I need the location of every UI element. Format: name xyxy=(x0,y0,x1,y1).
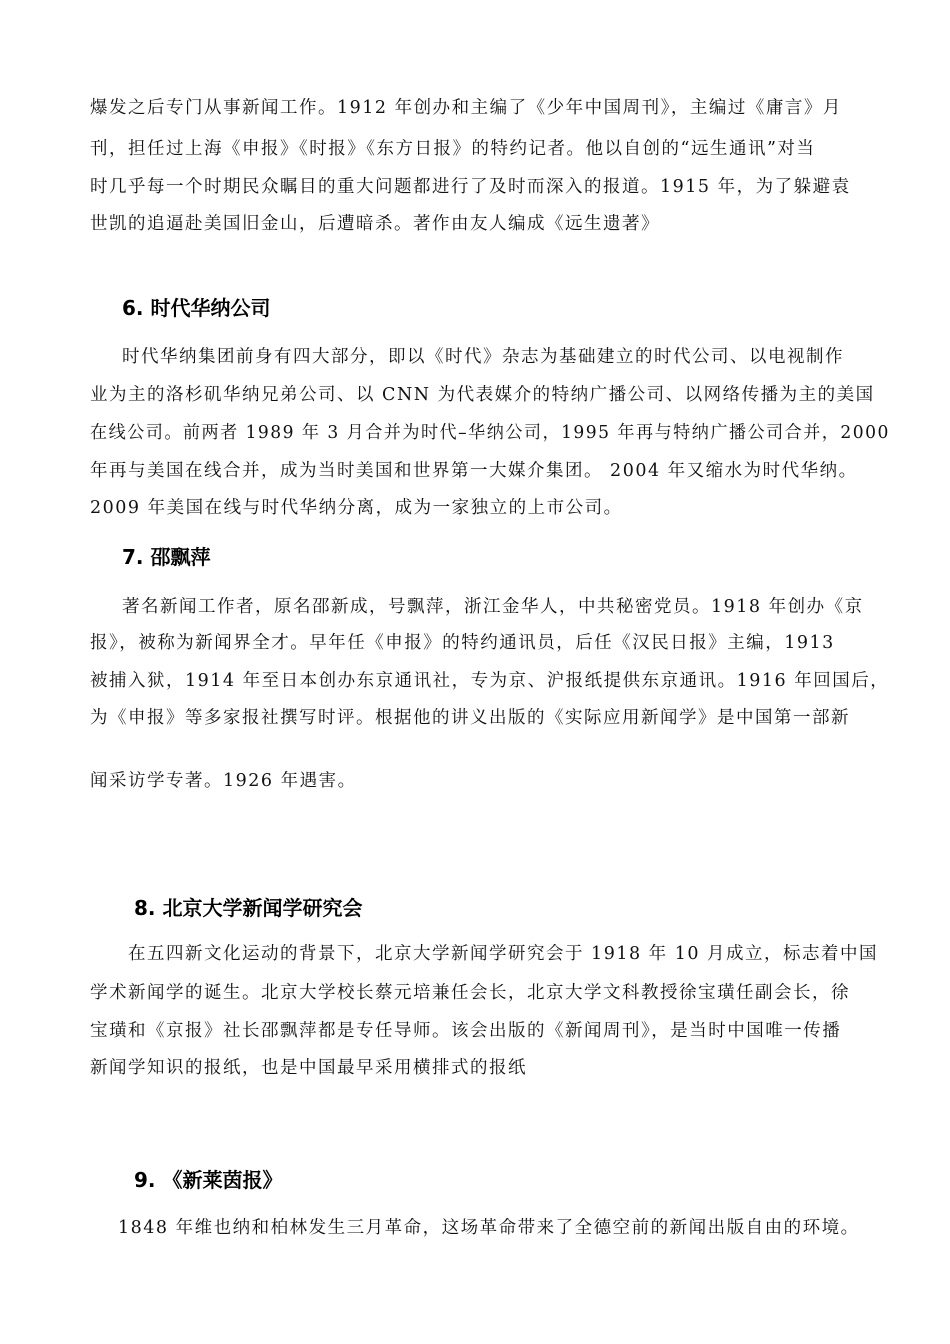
section-heading: 8. 北京大学新闻学研究会 xyxy=(134,896,363,920)
text-line: 世凯的追逼赴美国旧金山，后遭暗杀。著作由友人编成《远生遗著》 xyxy=(90,214,660,234)
text-line: 在五四新文化运动的背景下，北京大学新闻学研究会于 1918 年 10 月成立，标志着中国 xyxy=(128,944,879,964)
text-line: 业为主的洛杉矶华纳兄弟公司、以 CNN 为代表媒介的特纳广播公司、以网络传播为主的美国 xyxy=(90,385,875,405)
text-line: 时代华纳集团前身有四大部分，即以《时代》杂志为基础建立的时代公司、以电视制作 xyxy=(122,347,844,367)
text-line: 1848 年维也纳和柏林发生三月革命，这场革命带来了全德空前的新闻出版自由的环境。 xyxy=(118,1218,860,1238)
text-line: 2009 年美国在线与时代华纳分离，成为一家独立的上市公司。 xyxy=(90,498,623,518)
text-line: 报》，被称为新闻界全才。早年任《申报》的特约通讯员，后任《汉民日报》主编，1913 xyxy=(90,633,835,653)
text-line: 新闻学知识的报纸，也是中国最早采用横排式的报纸 xyxy=(90,1058,527,1078)
text-line: 为《申报》等多家报社撰写时评。根据他的讲义出版的《实际应用新闻学》是中国第一部新 xyxy=(90,708,850,728)
text-line: 时几乎每一个时期民众瞩目的重大问题都进行了及时而深入的报道。1915 年，为了躲避袁 xyxy=(90,177,851,197)
text-line: 著名新闻工作者，原名邵新成，号飘萍，浙江金华人，中共秘密党员。1918 年创办《京 xyxy=(122,597,864,617)
section-heading: 6. 时代华纳公司 xyxy=(122,296,271,320)
text-line: 学术新闻学的诞生。北京大学校长蔡元培兼任会长，北京大学文科教授徐宝璜任副会长，徐 xyxy=(90,983,850,1003)
section-heading: 9. 《新莱茵报》 xyxy=(134,1168,283,1192)
text-line: 年再与美国在线合并，成为当时美国和世界第一大媒介集团。 2004 年又缩水为时代华纳。 xyxy=(90,461,858,481)
text-line: 被捕入狱，1914 年至日本创办东京通讯社，专为京、沪报纸提供东京通讯。1916 年回国后， xyxy=(90,671,890,691)
text-line: 闻采访学专著。1926 年遇害。 xyxy=(90,771,357,791)
text-line: 宝璜和《京报》社长邵飘萍都是专任导师。该会出版的《新闻周刊》，是当时中国唯一传播 xyxy=(90,1021,842,1041)
text-line: 在线公司。前两者 1989 年 3 月合并为时代–华纳公司，1995 年再与特纳广播公司合并，2000 xyxy=(90,423,890,443)
section-heading: 7. 邵飘萍 xyxy=(122,545,211,569)
text-line: 爆发之后专门从事新闻工作。1912 年创办和主编了《少年中国周刊》，主编过《庸言》月 xyxy=(90,98,842,118)
text-line: 刊，担任过上海《申报》《时报》《东方日报》的特约记者。他以自创的“远生通讯”对当 xyxy=(90,139,816,159)
